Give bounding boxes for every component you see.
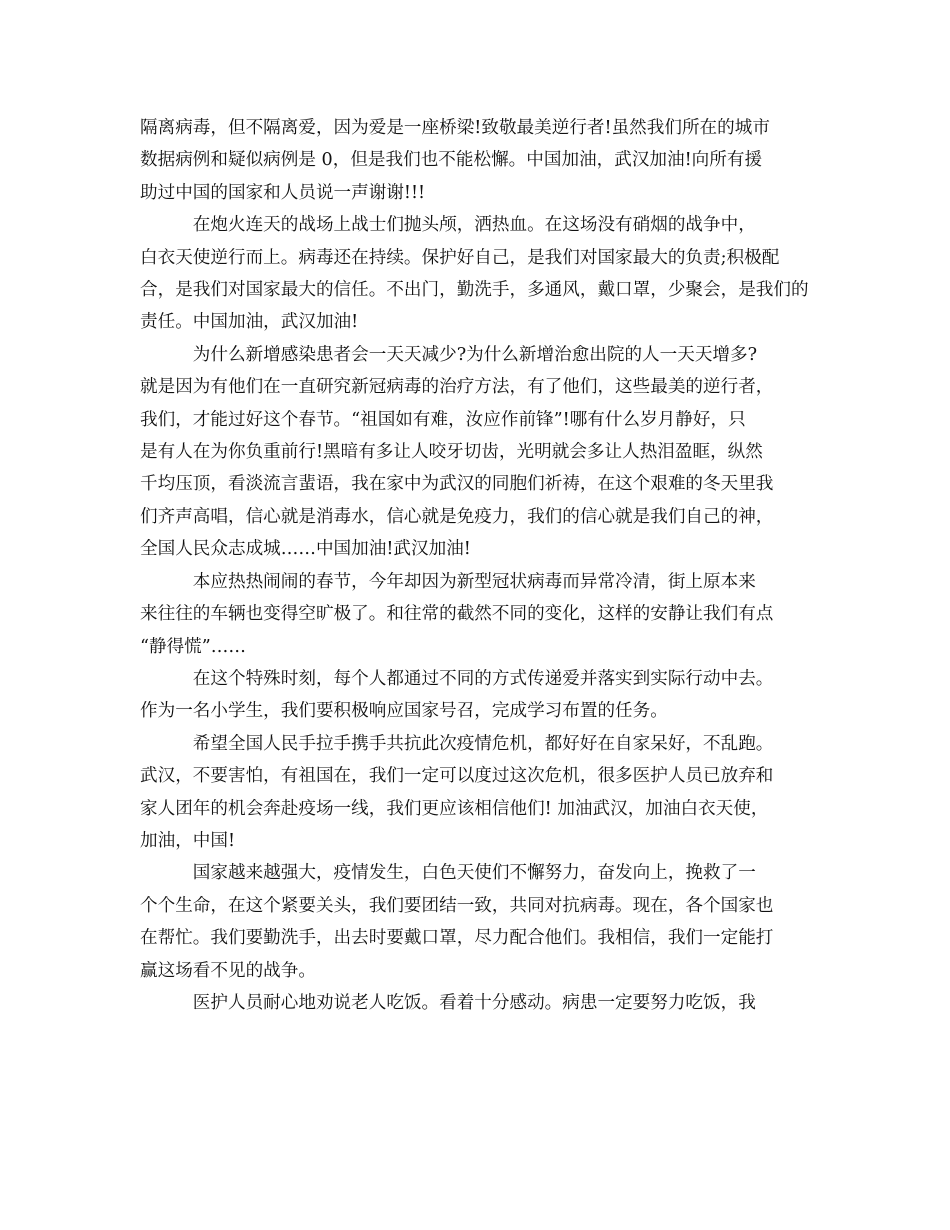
paragraph-5: 在这个特殊时刻，每个人都通过不同的方式传递爱并落实到实际行动中去。 作为一名小学生，我们要积极响应国家号召，完成学习布置的任务。 xyxy=(140,668,774,722)
paragraph-2: 在炮火连天的战场上战士们抛头颅，洒热血。在这场没有硝烟的战争中， 白衣天使逆行而上。病毒还在持续。保护好自己，是我们对国家最大的负责;积极配 合，是我们对国家最大的信任。不出门，勤洗手，多通风，戴口罩，少聚会，是我们的 责任。中国加油，武汉加油! xyxy=(140,215,809,333)
paragraph-1: 隔离病毒，但不隔离爱，因为爱是一座桥梁!致敬最美逆行者!虽然我们所在的城市 数据病例和疑似病例是 0，但是我们也不能松懈。中国加油，武汉加油!向所有援 助过中国的国家和人员说一声谢谢!!! xyxy=(140,118,770,203)
paragraph-4: 本应热热闹闹的春节，今年却因为新型冠状病毒而异常冷清，街上原本来 来往往的车辆也变得空旷极了。和往常的截然不同的变化，这样的安静让我们有点 “静得慌”…… xyxy=(140,571,774,657)
document-body xyxy=(140,112,816,1019)
paragraph-7: 国家越来越强大，疫情发生，白色天使们不懈努力，奋发向上，挽救了一 个个生命，在这个紧要关头，我们要团结一致，共同对抗病毒。现在，各个国家也 在帮忙。我们要勤洗手，出去时要戴口罩，尽力配合他们。我相信，我们一定能打 赢这场看不见的战争。 xyxy=(140,863,774,981)
paragraph-6: 希望全国人民手拉手携手共抗此次疫情危机，都好好在自家呆好，不乱跑。 武汉，不要害怕，有祖国在，我们一定可以度过这次危机，很多医护人员已放弃和 家人团年的机会奔赴疫场一线，我们更应该相信他们! 加油武汉，加油白衣天使， 加油，中国! xyxy=(140,733,774,851)
paragraph-8: 医护人员耐心地劝说老人吃饭。看着十分感动。病患一定要努力吃饭，我 xyxy=(140,992,756,1013)
paragraph-3: 为什么新增感染患者会一天天减少?为什么新增治愈出院的人一天天增多? 就是因为有他们在一直研究新冠病毒的治疗方法，有了他们，这些最美的逆行者， 我们，才能过好这个春节。“祖国如有难，汝应作前锋”!哪有什么岁月静好，只 是有人在为你负重前行!黑暗有多让人咬牙切齿，光明就会多让人热泪盈眶，纵然 千均压顶，看淡流言蜚语，我在家中为武汉的同胞们祈祷，在这个艰难的冬天里我 们齐声高唱，信心就是消毒水，信心就是免疫力，我们的信心就是我们自己的神， 全国人民众志成城……中国加油!武汉加油! xyxy=(140,344,774,560)
